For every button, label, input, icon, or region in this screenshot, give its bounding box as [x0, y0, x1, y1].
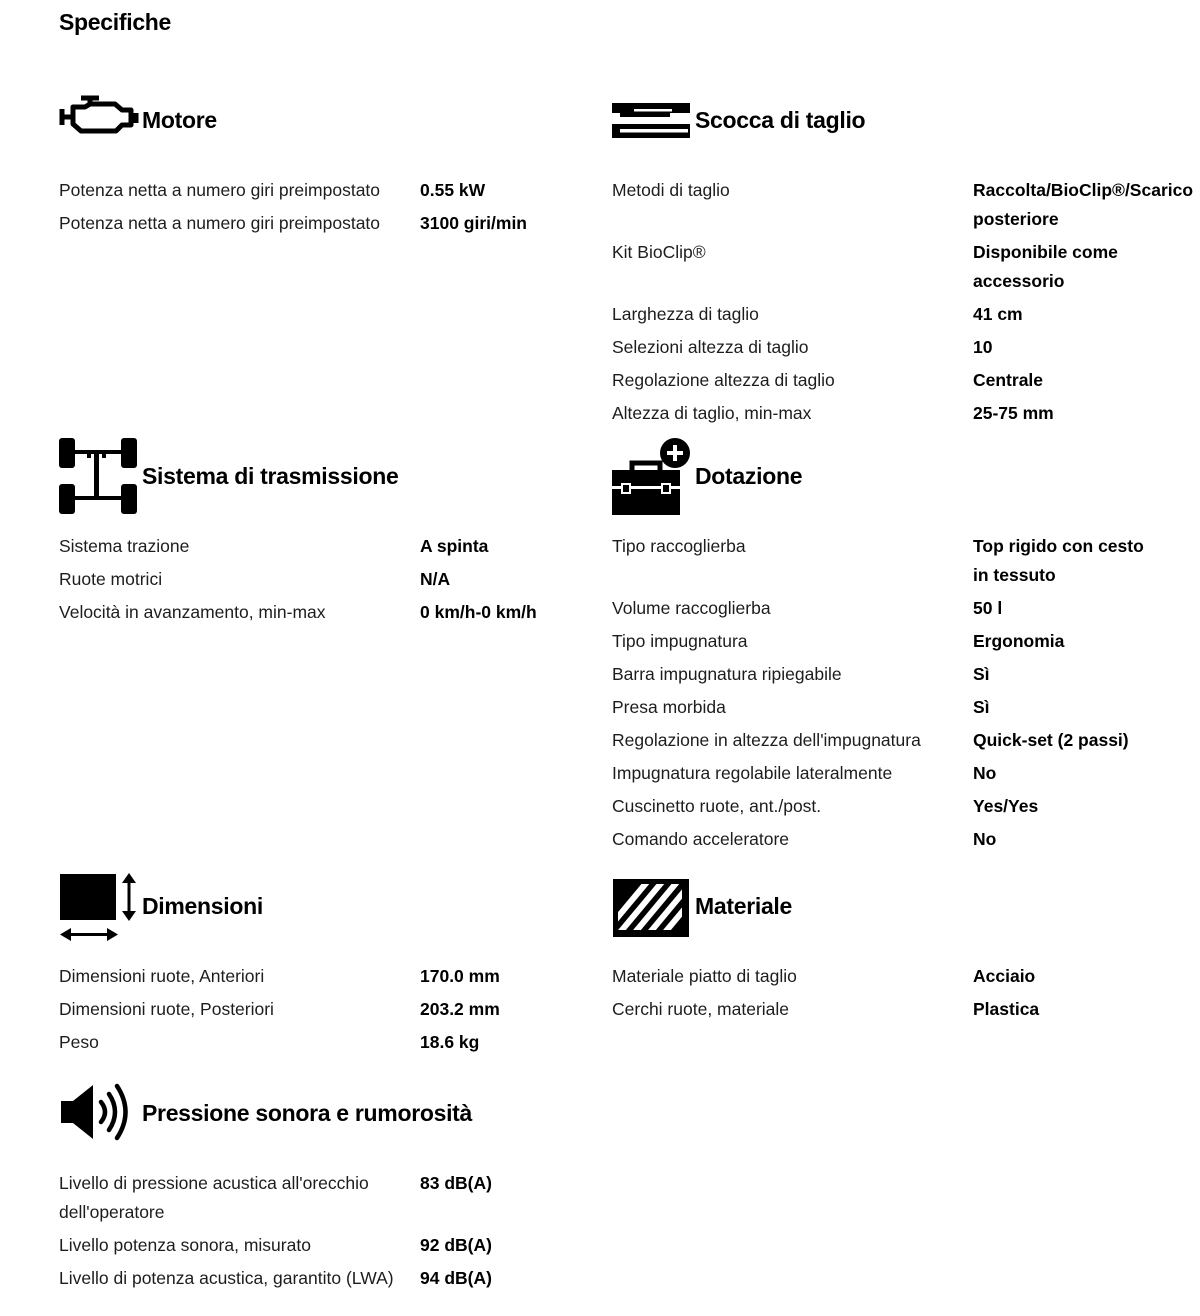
section-title: Motore	[142, 106, 217, 133]
spec-value: Disponibile come accessorio	[973, 242, 1118, 291]
spec-label: Regolazione altezza di taglio	[612, 370, 835, 390]
spec-list	[59, 962, 590, 1061]
spec-row	[612, 176, 1194, 238]
spec-value: Plastica	[973, 999, 1040, 1019]
spec-row	[612, 300, 1148, 333]
spec-row	[612, 726, 1148, 759]
section-equipment	[612, 436, 1148, 858]
spec-row	[612, 333, 1148, 366]
section-title: Dotazione	[695, 462, 803, 489]
spec-row	[612, 594, 1148, 627]
spec-row	[59, 1169, 590, 1231]
spec-label: Dimensioni ruote, Posteriori	[59, 999, 274, 1019]
spec-label: Ruote motrici	[59, 569, 163, 589]
spec-row	[612, 238, 1148, 300]
spec-row	[59, 1028, 590, 1061]
dimensions-icon	[59, 866, 139, 946]
spec-row	[612, 627, 1148, 660]
toolbox-plus-icon	[612, 436, 692, 516]
spec-label: Potenza netta a numero giri preimpostato	[59, 180, 381, 200]
section-header	[59, 436, 590, 516]
spec-value: 83 dB(A)	[420, 1173, 492, 1193]
spec-row	[612, 693, 1148, 726]
spec-row	[612, 825, 1148, 858]
spec-value: 18.6 kg	[420, 1032, 480, 1052]
spec-row	[59, 962, 590, 995]
spec-row	[59, 1231, 590, 1264]
spec-value: 203.2 mm	[420, 999, 500, 1019]
spec-label: Regolazione in altezza dell'impugnatura	[612, 730, 921, 750]
section-header	[59, 80, 590, 160]
spec-row	[59, 598, 590, 631]
spec-label: Presa morbida	[612, 697, 726, 717]
spec-row	[59, 565, 590, 598]
spec-label: Peso	[59, 1032, 99, 1052]
spec-label: Materiale piatto di taglio	[612, 966, 797, 986]
spec-label: Selezioni altezza di taglio	[612, 337, 809, 357]
spec-row	[612, 792, 1148, 825]
spec-value: Top rigido con cesto in tessuto	[973, 536, 1144, 585]
section-title: Pressione sonora e rumorosità	[142, 1099, 473, 1126]
spec-value: Acciaio	[973, 966, 1036, 986]
spec-value: 10	[973, 337, 993, 357]
section-title: Sistema di trasmissione	[142, 462, 399, 489]
spec-value: No	[973, 763, 997, 783]
spec-label: Cerchi ruote, materiale	[612, 999, 790, 1019]
spec-value: 3100 giri/min	[420, 213, 527, 233]
spec-value: Centrale	[973, 370, 1044, 390]
spec-value: A spinta	[420, 536, 489, 556]
section-title: Dimensioni	[142, 892, 263, 919]
spec-value: N/A	[420, 569, 451, 589]
spec-row	[612, 366, 1148, 399]
section-material	[612, 866, 1148, 1028]
spec-label: Dimensioni ruote, Anteriori	[59, 966, 265, 986]
cutting-deck-icon	[612, 80, 692, 160]
spec-row	[59, 176, 590, 209]
spec-row	[612, 995, 1148, 1028]
spec-row	[59, 532, 590, 565]
spec-value: No	[973, 829, 997, 849]
spec-list	[59, 532, 590, 631]
spec-label: Tipo raccoglierba	[612, 536, 746, 556]
spec-label: Sistema trazione	[59, 536, 190, 556]
spec-label: Livello di potenza acustica, garantito (LWA)	[59, 1268, 394, 1288]
spec-label: Tipo impugnatura	[612, 631, 748, 651]
spec-list	[612, 176, 1194, 432]
spec-label: Altezza di taglio, min-max	[612, 403, 812, 423]
section-header	[612, 436, 1148, 516]
spec-list	[612, 962, 1148, 1028]
spec-row	[612, 532, 1148, 594]
spec-label: Larghezza di taglio	[612, 304, 759, 324]
spec-value: Yes/Yes	[973, 796, 1039, 816]
spec-label: Comando acceleratore	[612, 829, 790, 849]
spec-label: Cuscinetto ruote, ant./post.	[612, 796, 822, 816]
section-cutting-deck	[612, 80, 1194, 432]
section-dimensions	[59, 866, 590, 1061]
spec-label: Kit BioClip®	[612, 242, 706, 262]
engine-icon	[59, 80, 139, 160]
spec-value: 92 dB(A)	[420, 1235, 492, 1255]
section-title: Scocca di taglio	[695, 106, 866, 133]
spec-row	[612, 660, 1148, 693]
spec-row	[612, 759, 1148, 792]
spec-label: Volume raccoglierba	[612, 598, 771, 618]
spec-value: Sì	[973, 697, 990, 717]
drivetrain-icon	[59, 436, 139, 516]
spec-row	[59, 1264, 590, 1297]
spec-value: 50 l	[973, 598, 1003, 618]
speaker-icon	[59, 1073, 139, 1153]
material-hatch-icon	[612, 866, 692, 946]
spec-value: 25-75 mm	[973, 403, 1054, 423]
spec-value: 170.0 mm	[420, 966, 500, 986]
spec-row	[59, 995, 590, 1028]
spec-list	[59, 176, 590, 242]
section-drivetrain	[59, 436, 590, 631]
spec-label: Livello potenza sonora, misurato	[59, 1235, 311, 1255]
spec-list	[59, 1169, 590, 1297]
spec-list	[612, 532, 1148, 858]
spec-value: 0.55 kW	[420, 180, 486, 200]
section-title: Materiale	[695, 892, 793, 919]
spec-value: Raccolta/BioClip®/Scarico posteriore	[973, 180, 1194, 229]
spec-value: 94 dB(A)	[420, 1268, 492, 1288]
section-header	[59, 1073, 590, 1153]
spec-value: 41 cm	[973, 304, 1023, 324]
spec-label: Barra impugnatura ripiegabile	[612, 664, 842, 684]
page-title: Specifiche	[59, 9, 172, 35]
section-sound	[59, 1073, 590, 1297]
spec-row	[612, 962, 1148, 995]
spec-label: Potenza netta a numero giri preimpostato	[59, 213, 381, 233]
section-engine	[59, 80, 590, 242]
spec-label: Impugnatura regolabile lateralmente	[612, 763, 893, 783]
spec-value: Quick-set (2 passi)	[973, 730, 1129, 750]
section-header	[612, 866, 1148, 946]
spec-value: Sì	[973, 664, 990, 684]
spec-value: 0 km/h-0 km/h	[420, 602, 537, 622]
spec-row	[612, 399, 1148, 432]
spec-label: Metodi di taglio	[612, 180, 730, 200]
spec-label: Velocità in avanzamento, min-max	[59, 602, 326, 622]
spec-value: Ergonomia	[973, 631, 1065, 651]
section-header	[59, 866, 590, 946]
spec-label: Livello di pressione acustica all'orecchio dell'operatore	[59, 1173, 369, 1222]
section-header	[612, 80, 1148, 160]
spec-row	[59, 209, 590, 242]
